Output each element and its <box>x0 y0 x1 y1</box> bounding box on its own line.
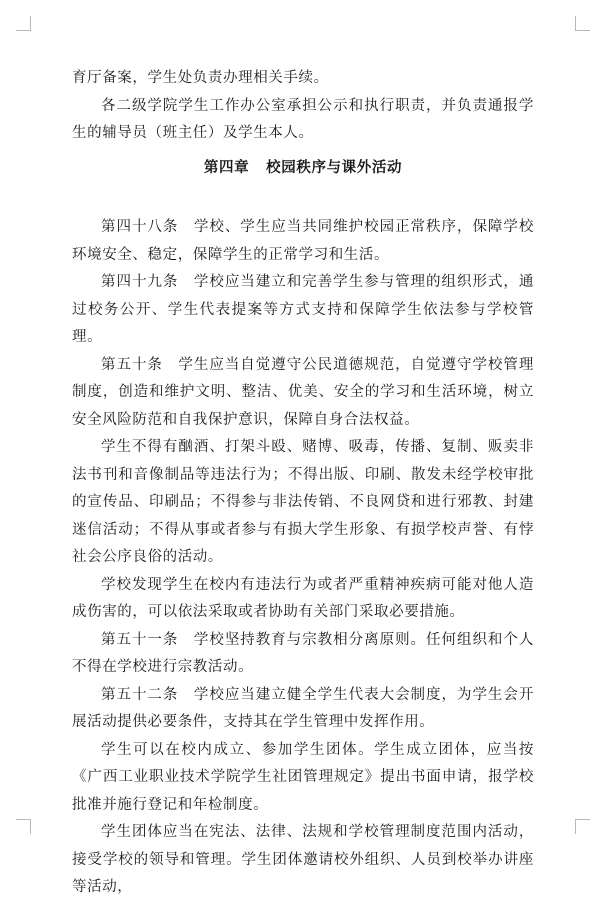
chapter-heading <box>72 154 534 182</box>
paragraph: 育厅备案，学生处负责办理相关手续。 <box>72 70 329 86</box>
crop-mark-top-left <box>16 16 31 31</box>
article-paragraph: 第五十二条 学校应当建立健全学生代表大会制度，为学生会开展活动提供必要条件，支持其在学生管理中发挥作用。 <box>72 686 534 730</box>
article-paragraph: 学校发现学生在校内有违法行为或者严重精神疾病可能对他人造成伤害的，可以依法采取或者协助有关部门采取必要措施。 <box>72 576 534 620</box>
article-paragraph: 学生不得有酗酒、打架斗殴、赌博、吸毒，传播、复制、贩卖非法书刊和音像制品等违法行为；不得出版、印刷、散发未经学校审批的宣传品、印刷品；不得参与非法传销、不良网贷和进行邪教、封建迷信活动；不得从事或者参与有损大学生形象、有损学校声誉、有悖社会公序良俗的活动。 <box>72 439 534 565</box>
chapter-number: 第四章 <box>203 158 250 176</box>
crop-mark-top-right <box>575 16 590 31</box>
article-paragraph: 第四十八条 学校、学生应当共同维护校园正常秩序，保障学校环境安全、稳定，保障学生的正常学习和生活。 <box>72 219 534 263</box>
article-paragraph: 学生可以在校内成立、参加学生团体。学生成立团体，应当按《广西工业职业技术学院学生社团管理规定》提出书面申请，报学校批准并施行登记和年检制度。 <box>72 741 534 813</box>
article-paragraph: 第五十一条 学校坚持教育与宗教相分离原则。任何组织和个人不得在学校进行宗教活动。 <box>72 631 534 675</box>
crop-mark-bottom-left <box>16 819 31 834</box>
chapter-heading-block <box>72 148 534 215</box>
crop-mark-bottom-right <box>575 819 590 834</box>
article-paragraph: 学生团体应当在宪法、法律、法规和学校管理制度范围内活动，接受学校的领导和管理。学生团体邀请校外组织、人员到校举办讲座等活动， <box>72 824 534 895</box>
chapter-title: 校园秩序与课外活动 <box>266 158 403 176</box>
document-body <box>72 65 534 902</box>
article-paragraph: 第五十条 学生应当自觉遵守公民道德规范，自觉遵守学校管理制度，创造和维护文明、整洁、优美、安全的学习和生活环境，树立安全风险防范和自我保护意识，保障自身合法权益。 <box>72 356 534 428</box>
paragraph: 各二级学院学生工作办公室承担公示和执行职责，并负责通报学生的辅导员（班主任）及学生本人。 <box>72 97 534 141</box>
article-paragraph: 第四十九条 学校应当建立和完善学生参与管理的组织形式，通过校务公开、学生代表提案等方式支持和保障学生依法参与学校管理。 <box>72 274 534 345</box>
